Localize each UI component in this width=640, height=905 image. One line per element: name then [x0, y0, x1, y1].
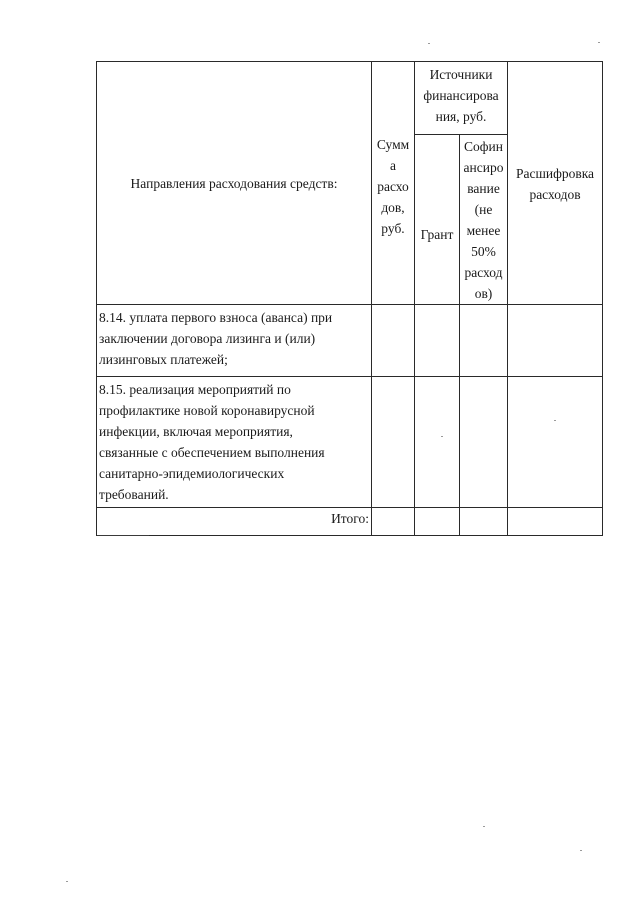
row-direction-text: 8.15. реализация мероприятий по профилактике новой коронавирусной инфекции, включая мероприятия, связанные с обеспечением выполнения санитарно-эпидемиологических требований. — [99, 382, 325, 502]
header-sources — [415, 62, 508, 135]
scan-speck — [554, 420, 556, 421]
scan-speck — [428, 43, 430, 44]
header-row-1 — [97, 62, 603, 135]
row-direction-8-14 — [97, 305, 372, 377]
total-grant-cell — [415, 508, 460, 536]
row-cofinancing-cell — [460, 377, 508, 508]
table-row — [97, 377, 603, 508]
total-sum-cell — [372, 508, 415, 536]
header-grant — [415, 135, 460, 305]
row-cofinancing-cell — [460, 305, 508, 377]
row-grant-cell — [415, 305, 460, 377]
scan-speck — [598, 42, 600, 43]
total-cofinancing-cell — [460, 508, 508, 536]
row-sum-cell — [372, 305, 415, 377]
row-grant-cell — [415, 377, 460, 508]
header-decoding — [508, 62, 603, 305]
row-decoding-cell — [508, 305, 603, 377]
header-decoding-label: Расшифровка расходов — [515, 166, 595, 202]
total-label-cell — [97, 508, 372, 536]
scan-speck — [66, 881, 68, 882]
scan-speck — [580, 850, 582, 851]
header-sources-label: Источники финансирова ния, руб. — [423, 67, 499, 124]
header-direction — [97, 62, 372, 305]
expenses-table — [96, 61, 603, 536]
header-sum-expenses-label: Сумм а расхо дов, руб. — [376, 136, 410, 236]
total-row — [97, 508, 603, 536]
row-decoding-cell — [508, 377, 603, 508]
scan-speck — [441, 436, 443, 437]
scan-underline — [97, 535, 149, 536]
row-sum-cell — [372, 377, 415, 508]
scan-speck — [483, 826, 485, 827]
row-direction-text: 8.14. уплата первого взноса (аванса) при заключении договора лизинга и (или) лизинговых платежей; — [99, 310, 333, 367]
total-decoding-cell — [508, 508, 603, 536]
total-label: Итого: — [331, 511, 369, 526]
row-direction-8-15 — [97, 377, 372, 508]
table-row — [97, 305, 603, 377]
header-direction-label: Направления расходования средств: — [130, 175, 338, 191]
header-grant-label: Грант — [420, 227, 454, 242]
header-cofinancing-label: Софин ансиро вание (не менее 50% расход ов) — [463, 139, 504, 301]
header-sum-expenses — [372, 62, 415, 305]
header-cofinancing — [460, 135, 508, 305]
